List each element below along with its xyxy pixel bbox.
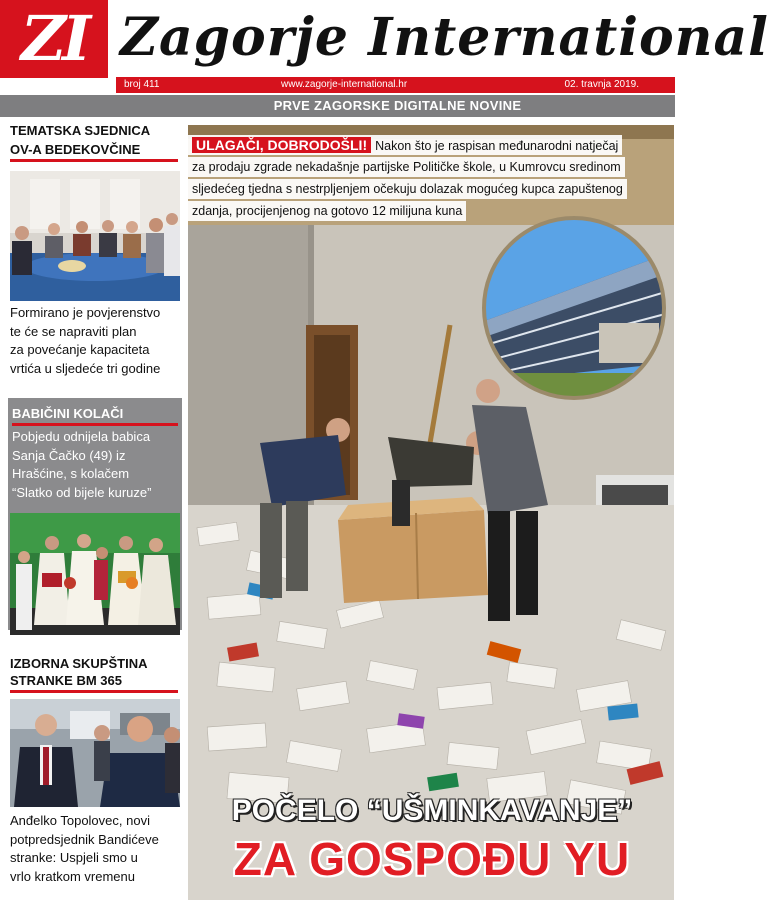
lead-line-2: za prodaju zgrade nekadašnje partijske Političke škole, u Kumrovcu sredinom bbox=[188, 157, 625, 177]
story3-summary-line: Anđelko Topolovec, novi bbox=[10, 813, 150, 828]
issue-number: broj 411 bbox=[124, 79, 160, 90]
story3-headline-line1[interactable]: IZBORNA SKUPŠTINA bbox=[10, 656, 148, 671]
story2-summary-line: Pobjedu odnijela babica bbox=[12, 429, 151, 444]
lead-line-text: Nakon što je raspisan međunarodni natječaj bbox=[375, 139, 619, 153]
issue-date: 02. travnja 2019. bbox=[564, 79, 639, 90]
lead-line-1 bbox=[188, 135, 622, 155]
logo[interactable] bbox=[0, 0, 108, 78]
story3-summary-line: potpredsjednik Bandićeve bbox=[10, 831, 159, 847]
tagline-bar bbox=[0, 95, 675, 117]
story3-photo[interactable] bbox=[10, 699, 180, 807]
website-link[interactable]: www.zagorje-international.hr bbox=[281, 79, 408, 90]
story1-summary-line: te će se napraviti plan bbox=[10, 323, 137, 339]
story2-rule bbox=[12, 423, 178, 426]
lead-line-3: sljedećeg tjedna s nestrpljenjem očekuju dolazak mogućeg kupca zapuštenog bbox=[188, 179, 627, 199]
story1-rule bbox=[10, 159, 178, 162]
info-bar bbox=[116, 77, 675, 93]
story3-summary-line: vrlo kratkom vremenu bbox=[10, 868, 135, 884]
building-inset-photo[interactable] bbox=[479, 213, 669, 403]
story2-summary bbox=[12, 428, 182, 502]
story2-headline[interactable]: BABIČINI KOLAČI bbox=[12, 406, 124, 421]
sidebar bbox=[0, 117, 185, 900]
story1-headline-line1[interactable]: TEMATSKA SJEDNICA bbox=[10, 123, 151, 138]
story1-summary-line: vrtića u sljedeće tri godine bbox=[10, 360, 161, 376]
main-story[interactable] bbox=[188, 125, 674, 900]
story2-summary-line: Hrašćine, s kolačem bbox=[12, 466, 130, 481]
main-headline-top[interactable]: POČELO “UŠMINKAVANJE” bbox=[231, 794, 633, 827]
tagline: PRVE ZAGORSKE DIGITALNE NOVINE bbox=[273, 98, 522, 113]
story2-photo[interactable] bbox=[10, 513, 180, 635]
logo-monogram: ZI bbox=[20, 2, 88, 75]
story2-summary-line: “Slatko od bijele kuruze” bbox=[12, 484, 152, 500]
story1-summary-line: Formirano je povjerenstvo bbox=[10, 305, 161, 320]
main-headline-bottom[interactable]: ZA GOSPOĐU YU bbox=[233, 833, 631, 885]
newspaper-title[interactable]: Zagorje International bbox=[120, 7, 769, 68]
story3-summary bbox=[10, 812, 182, 886]
kicker-label: ULAGAČI, DOBRODOŠLI! bbox=[192, 137, 371, 153]
lead-line-4: zdanja, procijenjenog na gotovo 12 milijuna kuna bbox=[188, 201, 466, 221]
story2-summary-line: Sanja Čačko (49) iz bbox=[12, 447, 126, 463]
story3-rule bbox=[10, 690, 178, 693]
story1-summary-line: za povećanje kapaciteta bbox=[10, 342, 150, 357]
story1-headline-line2[interactable]: OV-A BEDEKOVČINE bbox=[10, 142, 141, 157]
story3-summary-line: stranke: Uspjeli smo u bbox=[10, 850, 138, 865]
story1-summary bbox=[10, 304, 182, 378]
story1-photo[interactable] bbox=[10, 171, 180, 301]
story3-headline-line2[interactable]: STRANKE BM 365 bbox=[10, 673, 122, 688]
